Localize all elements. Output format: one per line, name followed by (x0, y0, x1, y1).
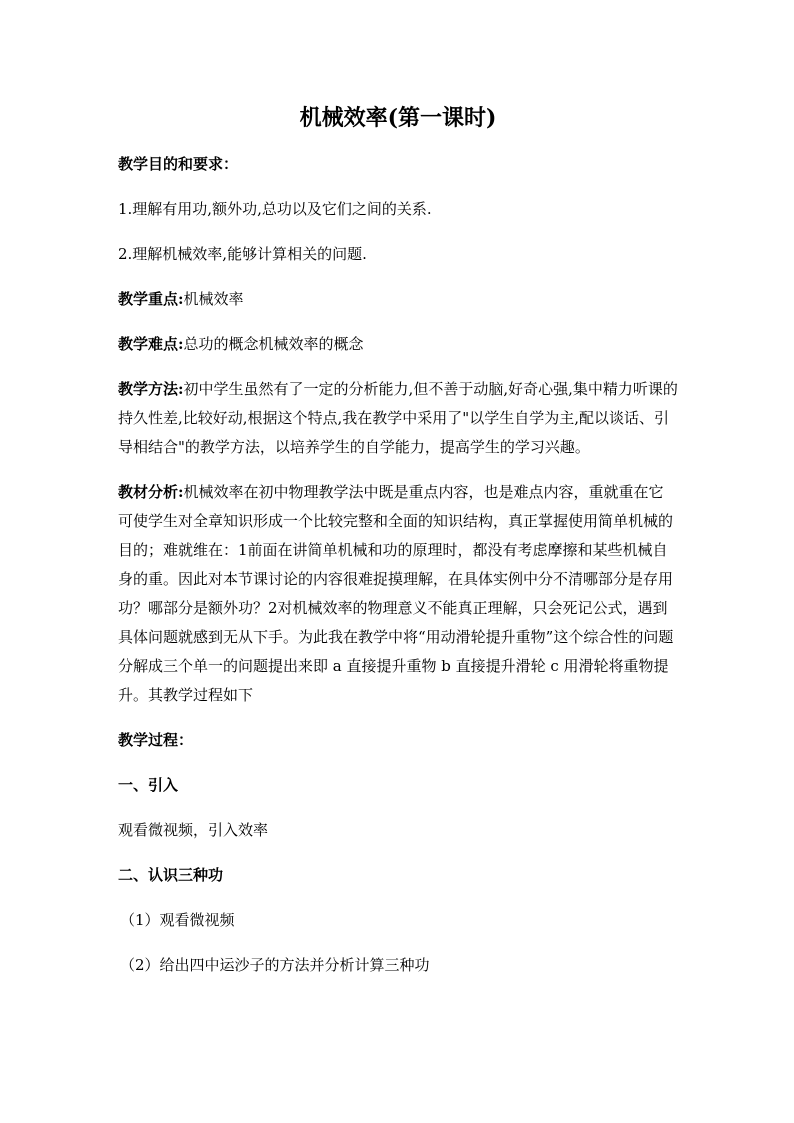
difficulty-text: 总功的概念机械效率的概念 (183, 335, 364, 353)
section-2-item-2: （2）给出四中运沙子的方法并分析计算三种功 (120, 956, 430, 974)
analysis-paragraph (118, 478, 678, 710)
objective-item-1: 1.理解有用功,额外功,总功以及它们之间的关系. (118, 200, 432, 218)
difficulty-label: 教学难点: (118, 335, 184, 353)
key-point-paragraph (118, 285, 678, 314)
section-1-heading: 一、引入 (118, 776, 179, 794)
method-label: 教学方法: (118, 380, 184, 398)
difficulty-paragraph (118, 330, 678, 359)
objectives-heading: 教学目的和要求： (118, 155, 239, 173)
document-title: 机械效率(第一课时) (299, 105, 497, 131)
section-2-heading: 二、认识三种功 (118, 866, 224, 884)
method-paragraph (118, 375, 678, 462)
key-point-text: 机械效率 (183, 290, 244, 308)
analysis-label: 教材分析: (118, 483, 184, 501)
document-page (118, 100, 678, 996)
section-1-text: 观看微视频，引入效率 (118, 821, 269, 839)
section-2-item-1: （1）观看微视频 (120, 911, 235, 929)
analysis-text: 机械效率在初中物理教学法中既是重点内容，也是难点内容，重就重在它可使学生对全章知识形成一个比较完整和全面的知识结构，真正掌握使用简单机械的目的；难就维在：1前面在讲简单机械和功的原理时，都没有考虑摩擦和某些机械自身的重。因此对本节课讨论的内容很难捉摸理解，在具体实例中分不清哪部分是存用功？哪部分是额外功？2对机械效率的物理意义不能真正理解，只会死记公式，遇到具体问题就感到无从下手。为此我在教学中将“用动滑轮提升重物”这个综合性的问题分解成三个单一的问题提出来即 a 直接提升重物 b 直接提升滑轮 c 用滑轮将重物提升。其教学过程如下 (118, 483, 674, 704)
key-point-label: 教学重点: (118, 290, 184, 308)
objective-item-2: 2.理解机械效率,能够计算相关的问题. (118, 245, 367, 263)
method-text: 初中学生虽然有了一定的分析能力,但不善于动脑,好奇心强,集中精力听课的持久性差,比较好动,根据这个特点,我在教学中采用了"以学生自学为主,配以谈话、引导相结合"的教学方法，以培养学生的自学能力，提高学生的学习兴趣。 (118, 380, 678, 456)
process-heading: 教学过程： (118, 731, 194, 749)
